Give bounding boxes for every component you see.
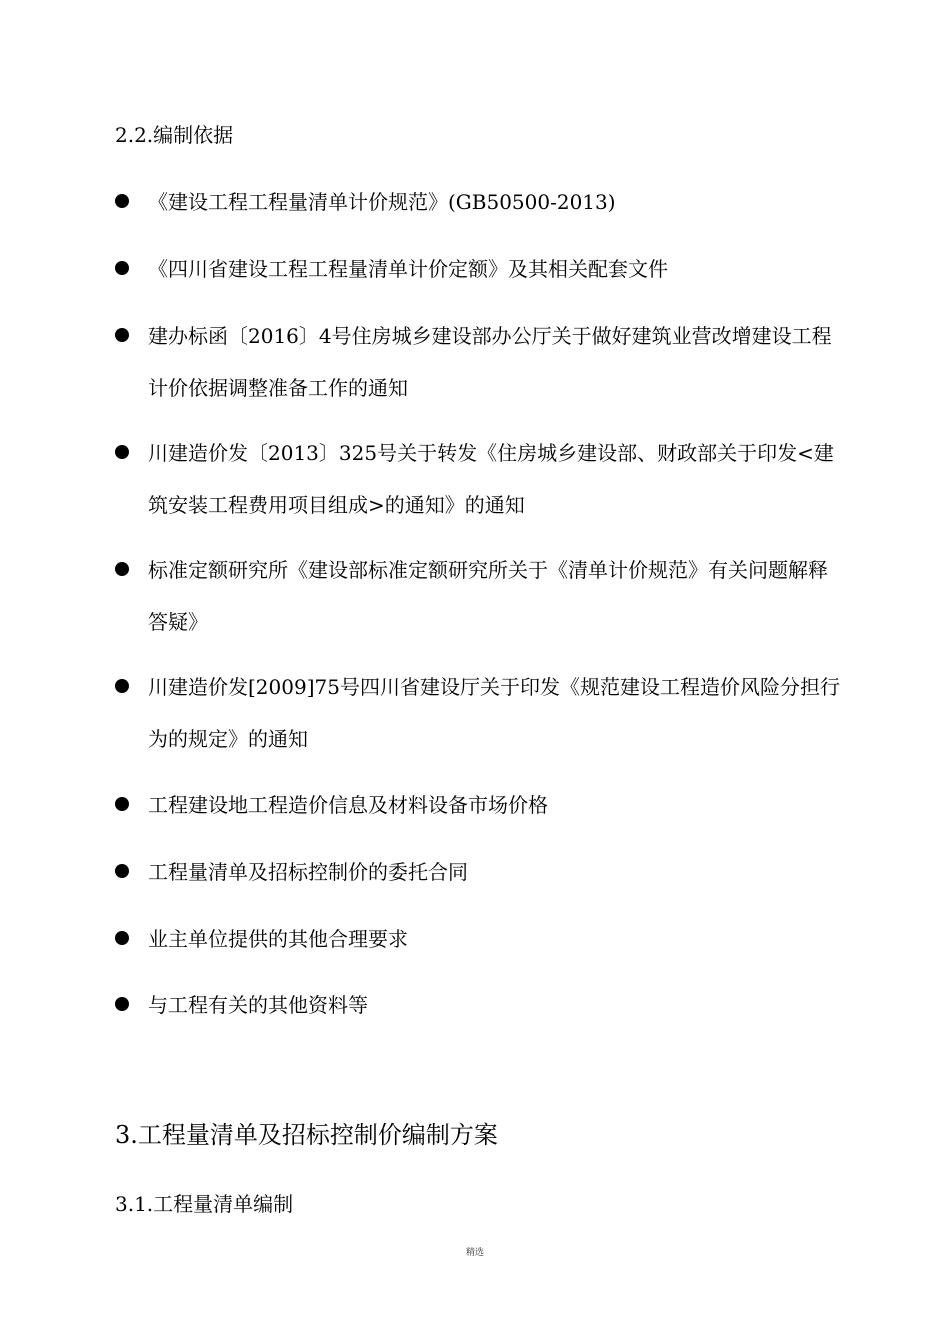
list-item-text: 工程建设地工程造价信息及材料设备市场价格 xyxy=(148,793,548,817)
list-item-text: 《四川省建设工程工程量清单计价定额》及其相关配套文件 xyxy=(148,257,668,281)
bullet-icon xyxy=(115,864,129,878)
bullet-icon xyxy=(115,931,129,945)
list-item-text: 工程量清单及招标控制价的委托合同 xyxy=(148,860,468,884)
section-heading-3-1: 3.1.工程量清单编制 xyxy=(115,1192,294,1216)
list-item-text: 川建造价发[2009]75号四川省建设厅关于印发《规范建设工程造价风险分担行为的规定》的通知 xyxy=(148,675,840,751)
bullet-icon xyxy=(115,679,129,693)
bullet-icon xyxy=(115,194,129,208)
bullet-icon xyxy=(115,797,129,811)
list-item-text: 标准定额研究所《建设部标准定额研究所关于《清单计价规范》有关问题解释答疑》 xyxy=(148,558,828,634)
list-item-text: 建办标函〔2016〕4号住房城乡建设部办公厅关于做好建筑业营改增建设工程计价依据调整准备工作的通知 xyxy=(148,324,832,400)
list-item-text: 川建造价发〔2013〕325号关于转发《住房城乡建设部、财政部关于印发<建筑安装工程费用项目组成>的通知》的通知 xyxy=(148,441,834,517)
bullet-icon xyxy=(115,445,129,459)
list-item-text: 与工程有关的其他资料等 xyxy=(148,993,368,1017)
list-item-text: 《建设工程工程量清单计价规范》(GB50500-2013) xyxy=(148,190,616,214)
bullet-icon xyxy=(115,997,129,1011)
page-footer: 精选 xyxy=(465,1248,484,1258)
section-heading-3: 3.工程量清单及招标控制价编制方案 xyxy=(115,1121,498,1149)
list-item-text: 业主单位提供的其他合理要求 xyxy=(148,927,408,951)
bullet-icon xyxy=(115,328,129,342)
section-heading-2-2: 2.2.编制依据 xyxy=(115,123,234,147)
bullet-icon xyxy=(115,261,129,275)
bullet-icon xyxy=(115,562,129,576)
